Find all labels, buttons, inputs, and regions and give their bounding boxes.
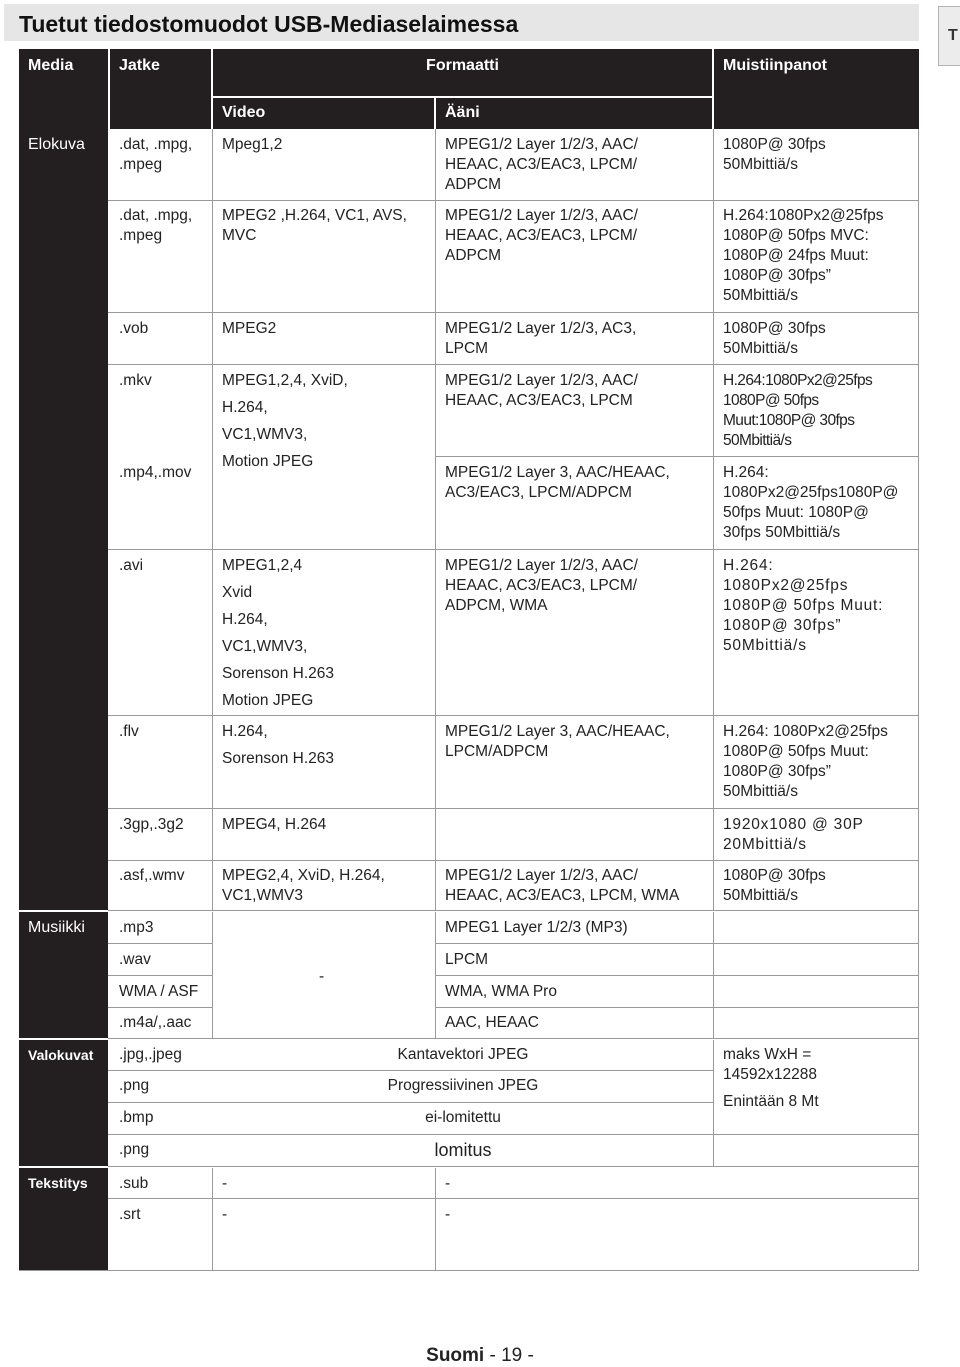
audio-cell: ADPCM, WMA: [445, 597, 548, 614]
format-cell: lomitus: [434, 1140, 492, 1160]
category-subtitle: Tekstitys: [28, 1175, 88, 1191]
notes-cell: 1080P@ 50fps: [723, 392, 819, 409]
category-photo: Valokuvat: [28, 1047, 94, 1063]
column-line-photo-notes: [713, 1040, 714, 1166]
notes-cell: 1080P@ 30fps”: [723, 617, 842, 634]
column-line-sub-video: [212, 1168, 213, 1270]
notes-cell: 1080Px2@25fps1080P@: [723, 484, 899, 501]
extension-cell: .jpg,.jpeg: [119, 1046, 182, 1063]
row-line: [108, 1102, 713, 1103]
header-video: Video: [222, 104, 266, 121]
video-cell: Mpeg1,2: [222, 136, 283, 153]
extension-cell: .avi: [119, 557, 144, 574]
extension-cell: .mpeg: [119, 227, 163, 244]
header-divider-3: [712, 49, 714, 129]
row-line: [108, 200, 919, 201]
extension-cell: .srt: [119, 1206, 141, 1223]
video-cell: MPEG2,4, XviD, H.264,: [222, 867, 385, 884]
video-cell: MPEG4, H.264: [222, 816, 327, 833]
audio-cell: MPEG1/2 Layer 1/2/3, AAC/: [445, 136, 638, 153]
video-cell: Xvid: [222, 584, 253, 601]
row-line: [108, 910, 919, 911]
header-divider-4: [211, 96, 714, 98]
notes-cell: 50Mbittiä/s: [723, 156, 798, 173]
row-line: [108, 1070, 713, 1071]
video-cell: Motion JPEG: [222, 692, 314, 709]
category-column: [19, 129, 108, 1271]
notes-cell: H.264: 1080Px2@25fps: [723, 723, 888, 740]
extension-cell: .mp4,.mov: [119, 464, 192, 481]
notes-cell: H.264:1080Px2@25fps: [723, 372, 873, 389]
audio-cell: LPCM/ADPCM: [445, 743, 549, 760]
audio-cell: ADPCM: [445, 176, 501, 193]
notes-cell: 50fps Muut: 1080P@: [723, 504, 869, 521]
header-media: Media: [28, 57, 74, 74]
audio-cell: HEAAC, AC3/EAC3, LPCM/: [445, 156, 638, 173]
extension-cell: .flv: [119, 723, 139, 740]
row-line: [108, 1038, 919, 1039]
video-cell: MPEG2 ,H.264, VC1, AVS,: [222, 207, 407, 224]
audio-cell: MPEG1/2 Layer 1/2/3, AAC/: [445, 372, 638, 389]
extension-cell: .mkv: [119, 372, 152, 389]
notes-cell: H.264:: [723, 464, 769, 481]
notes-cell: 1080P@ 50fps MVC:: [723, 227, 869, 244]
extension-cell: .mp3: [119, 919, 154, 936]
audio-cell: WMA, WMA Pro: [445, 983, 557, 1000]
format-cell: Progressiivinen JPEG: [387, 1077, 539, 1094]
title-bar: [4, 4, 919, 41]
row-line: [108, 1007, 212, 1008]
notes-cell: 1080P@ 30fps: [723, 867, 826, 884]
notes-cell: H.264:: [723, 557, 774, 574]
audio-cell: HEAAC, AC3/EAC3, LPCM/: [445, 577, 638, 594]
audio-cell: MPEG1/2 Layer 1/2/3, AAC/: [445, 207, 638, 224]
notes-cell: 20Mbittiä/s: [723, 836, 807, 853]
video-cell: -: [222, 1175, 228, 1192]
column-line-sub-audio: [435, 1168, 436, 1270]
audio-cell: MPEG1/2 Layer 1/2/3, AAC/: [445, 867, 638, 884]
music-video-dash: -: [319, 968, 325, 985]
notes-cell: Enintään 8 Mt: [723, 1093, 819, 1110]
category-movie: Elokuva: [28, 136, 85, 153]
page-number: - 19 -: [489, 1345, 534, 1366]
audio-cell: MPEG1/2 Layer 3, AAC/HEAAC,: [445, 464, 670, 481]
row-line: [108, 808, 919, 809]
header-notes: Muistiinpanot: [723, 57, 827, 74]
extension-cell: .dat, .mpg,: [119, 207, 193, 224]
format-cell: Kantavektori JPEG: [397, 1046, 529, 1063]
audio-cell: HEAAC, AC3/EAC3, LPCM: [445, 392, 633, 409]
row-line: [435, 456, 919, 457]
notes-cell: maks WxH =: [723, 1046, 812, 1063]
notes-cell: 1080P@ 30fps”: [723, 763, 831, 780]
row-line: [108, 975, 212, 976]
notes-cell: Muut:1080P@ 30fps: [723, 412, 855, 429]
notes-cell: 1080P@ 50fps Muut:: [723, 597, 884, 614]
notes-cell: 50Mbittiä/s: [723, 340, 798, 357]
notes-cell: 1080P@ 50fps Muut:: [723, 743, 869, 760]
row-line: [108, 860, 919, 861]
audio-cell: ADPCM: [445, 247, 501, 264]
extension-cell: .wav: [119, 951, 151, 968]
category-music: Musiikki: [28, 919, 85, 936]
header-extension: Jatke: [119, 57, 160, 74]
video-cell: MPEG1,2,4: [222, 557, 303, 574]
row-line: [108, 943, 212, 944]
header-divider-5: [434, 96, 436, 129]
video-cell: H.264,: [222, 399, 268, 416]
footer-language: Suomi: [426, 1345, 485, 1366]
notes-cell: 1080Px2@25fps: [723, 577, 849, 594]
notes-cell: 1080P@ 30fps: [723, 320, 826, 337]
column-line-audio: [435, 129, 436, 910]
notes-cell: 50Mbittiä/s: [723, 637, 807, 654]
notes-cell: 50Mbittiä/s: [723, 783, 798, 800]
notes-cell: 1080P@ 30fps: [723, 136, 826, 153]
video-cell: VC1,WMV3: [222, 887, 303, 904]
audio-cell: MPEG1/2 Layer 1/2/3, AAC/: [445, 557, 638, 574]
extension-cell: .png: [119, 1141, 150, 1158]
extension-cell: .m4a/,.aac: [119, 1014, 192, 1031]
extension-cell: .sub: [119, 1175, 149, 1192]
notes-cell: 50Mbittiä/s: [723, 432, 792, 449]
extension-cell: WMA / ASF: [119, 983, 199, 1000]
format-cell: ei-lomitettu: [425, 1109, 501, 1126]
header-divider-1: [108, 49, 110, 129]
row-line: [108, 1134, 919, 1135]
header-format: Formaatti: [426, 57, 499, 74]
audio-cell: MPEG1 Layer 1/2/3 (MP3): [445, 919, 628, 936]
extension-cell: .3gp,.3g2: [119, 816, 184, 833]
notes-cell: 1080P@ 30fps”: [723, 267, 831, 284]
column-line-notes: [713, 129, 714, 910]
header-audio: Ääni: [445, 104, 480, 121]
audio-cell: AC3/EAC3, LPCM/ADPCM: [445, 484, 632, 501]
row-line: [435, 975, 919, 976]
row-line: [108, 1166, 919, 1167]
audio-cell: HEAAC, AC3/EAC3, LPCM/: [445, 227, 638, 244]
video-cell: H.264,: [222, 611, 268, 628]
row-line: [108, 364, 919, 365]
row-line: [435, 943, 919, 944]
row-line: [435, 1007, 919, 1008]
video-cell: Motion JPEG: [222, 453, 314, 470]
video-cell: -: [222, 1206, 228, 1223]
notes-cell: 50Mbittiä/s: [723, 287, 798, 304]
extension-cell: .mpeg: [119, 156, 163, 173]
row-line: [108, 1198, 919, 1199]
extension-cell: .dat, .mpg,: [119, 136, 193, 153]
video-cell: VC1,WMV3,: [222, 426, 308, 443]
table-right-border: [918, 129, 919, 1271]
page-footer: [0, 1345, 960, 1367]
video-cell: H.264,: [222, 723, 268, 740]
audio-cell: LPCM: [445, 340, 489, 357]
video-cell: Sorenson H.263: [222, 665, 335, 682]
notes-cell: 14592x12288: [723, 1066, 817, 1083]
notes-cell: 1080P@ 24fps Muut:: [723, 247, 869, 264]
audio-cell: MPEG1/2 Layer 1/2/3, AC3,: [445, 320, 637, 337]
notes-cell: 30fps 50Mbittiä/s: [723, 524, 841, 541]
extension-cell: .asf,.wmv: [119, 867, 185, 884]
row-line: [108, 312, 919, 313]
row-line: [108, 715, 919, 716]
extension-cell: .bmp: [119, 1109, 154, 1126]
audio-cell: MPEG1/2 Layer 3, AAC/HEAAC,: [445, 723, 670, 740]
row-line: [108, 549, 919, 550]
audio-cell: AAC, HEAAC: [445, 1014, 539, 1031]
column-line-video: [212, 129, 213, 910]
category-divider-music: [19, 910, 108, 912]
video-cell: Sorenson H.263: [222, 750, 335, 767]
table-bottom-border: [19, 1270, 919, 1271]
audio-cell: HEAAC, AC3/EAC3, LPCM, WMA: [445, 887, 680, 904]
page-title: Tuetut tiedostomuodot USB-Mediaselaimessa: [19, 11, 519, 37]
notes-cell: H.264:1080Px2@25fps: [723, 207, 884, 224]
notes-cell: 50Mbittiä/s: [723, 887, 798, 904]
extension-cell: .vob: [119, 320, 149, 337]
extension-cell: .png: [119, 1077, 150, 1094]
side-tab-label: T: [948, 27, 958, 44]
video-cell: VC1,WMV3,: [222, 638, 308, 655]
category-divider-subtitle: [19, 1166, 108, 1168]
video-cell: MVC: [222, 227, 257, 244]
notes-cell: 1920x1080 @ 30P: [723, 816, 864, 833]
side-tab: [938, 6, 960, 66]
audio-cell: -: [445, 1206, 451, 1223]
column-line-music-video: [212, 912, 213, 1038]
video-cell: MPEG2: [222, 320, 277, 337]
audio-cell: LPCM: [445, 951, 489, 968]
category-divider-photo: [19, 1038, 108, 1040]
video-cell: MPEG1,2,4, XviD,: [222, 372, 348, 389]
audio-cell: -: [445, 1175, 451, 1192]
